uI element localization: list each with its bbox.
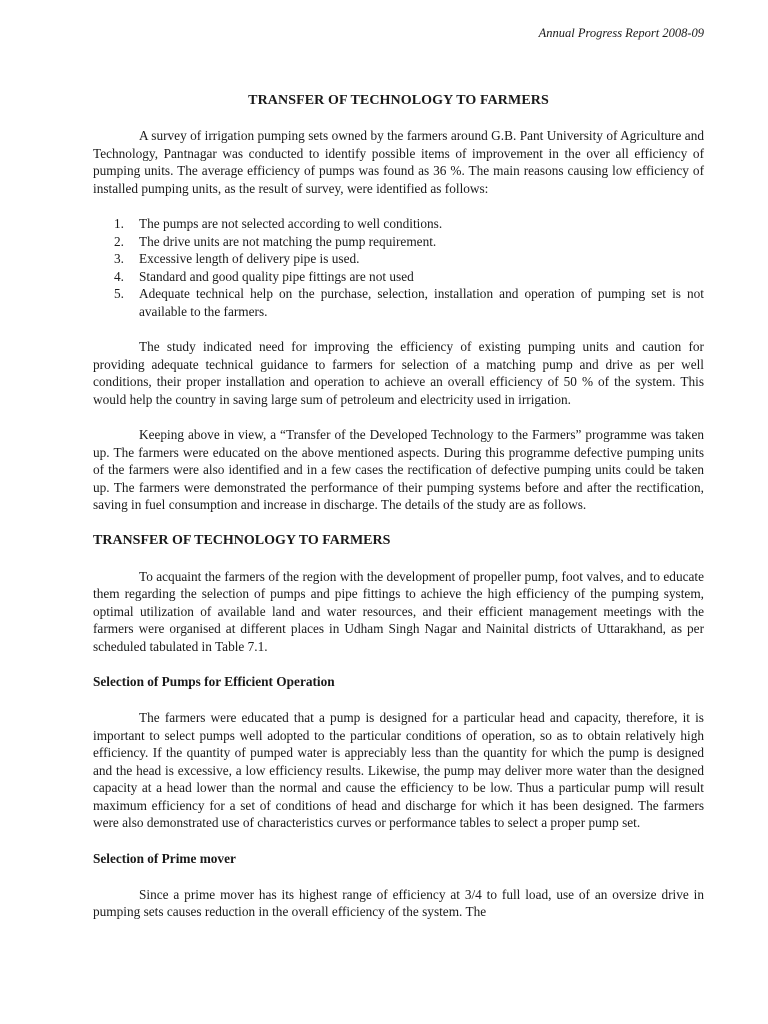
programme-paragraph: Keeping above in view, a “Transfer of the Developed Technology to the Farmers” programme was taken up. The farmers were educated on the above mentioned aspects. During this programme defective pumping units of the farmers were also identified and in a few cases the rectification of defective pumping units could be taken up. The farmers were demonstrated the performance of their pumping systems before and after the rectification, saving in fuel consumption and increase in discharge. The details of the study are as follows. [93, 427, 704, 512]
prime-mover-paragraph: Since a prime mover has its highest range of efficiency at 3/4 to full load, use of an oversize drive in pumping sets causes reduction in the overall efficiency of the system. The [93, 886, 704, 919]
list-item-text: Adequate technical help on the purchase, selection, installation and operation of pumping set is not available to the farmers. [139, 286, 704, 319]
list-item-text: The drive units are not matching the pump requirement. [139, 233, 437, 249]
intro-paragraph: A survey of irrigation pumping sets owned by the farmers around G.B. Pant University of Agriculture and Technology, Pantnagar was conducted to identify possible items of improvement in the over all efficiency of pumping units. The average efficiency of pumps was found as 36 %. The main reasons causing low efficiency of installed pumping units, as the result of survey, were identified as follows: [93, 128, 704, 196]
section-heading: TRANSFER OF TECHNOLOGY TO FARMERS [93, 532, 391, 548]
pumps-paragraph: The farmers were educated that a pump is designed for a particular head and capacity, therefore, it is important to select pumps well adopted to the particular conditions of operation, so as to obtain relatively high efficiency. If the quantity of pumped water is appreciably less than the quantity for which the pump is designed and the head is excessive, a low efficiency results. Likewise, the pump may deliver more water than the designed capacity at a head lower than the normal and cause the efficiency to be low. Thus a particular pump will result maximum efficiency for a set of conditions of head and discharge for which it has been designed. The farmers were also demonstrated use of characteristics curves or performance tables to select a proper pump set. [93, 710, 704, 830]
list-item-number: 2. [114, 233, 124, 249]
list-item-number: 5. [114, 286, 124, 301]
prime-mover-heading: Selection of Prime mover [93, 850, 236, 866]
section-paragraph: To acquaint the farmers of the region with the development of propeller pump, foot valves, and to educate them regarding the selection of pumps and pipe fittings to achieve the high efficiency of the pumping system, optimal utilization of available land and water resources, and their efficient management meetings with the farmers were organised at different places in Udham Singh Nagar and Nainital districts of Uttarakhand, as per scheduled tabulated in Table 7.1. [93, 568, 704, 654]
list-item-text: The pumps are not selected according to well conditions. [139, 216, 443, 231]
list-item [93, 233, 704, 251]
running-header: Annual Progress Report 2008-09 [538, 26, 704, 40]
reasons-list [93, 215, 704, 320]
body-text [93, 127, 704, 921]
list-item-number: 4. [114, 268, 124, 284]
pumps-heading: Selection of Pumps for Efficient Operation [93, 674, 335, 689]
list-item [93, 250, 704, 268]
list-item-number: 3. [114, 251, 124, 266]
list-item-text: Standard and good quality pipe fittings are not used [139, 268, 414, 284]
list-item [93, 285, 704, 320]
study-paragraph: The study indicated need for improving the efficiency of existing pumping units and caution for providing adequate technical guidance to farmers for selection of a matching pump and drive as per well conditions, their proper installation and operation to achieve an overall efficiency of 50 % of the system. This would help the country in saving large sum of petroleum and electricity used in irrigation. [93, 339, 704, 407]
list-item-number: 1. [114, 216, 124, 231]
list-item [93, 268, 704, 286]
list-item-text: Excessive length of delivery pipe is used. [139, 251, 360, 266]
list-item [93, 215, 704, 233]
main-title: TRANSFER OF TECHNOLOGY TO FARMERS [248, 93, 549, 108]
